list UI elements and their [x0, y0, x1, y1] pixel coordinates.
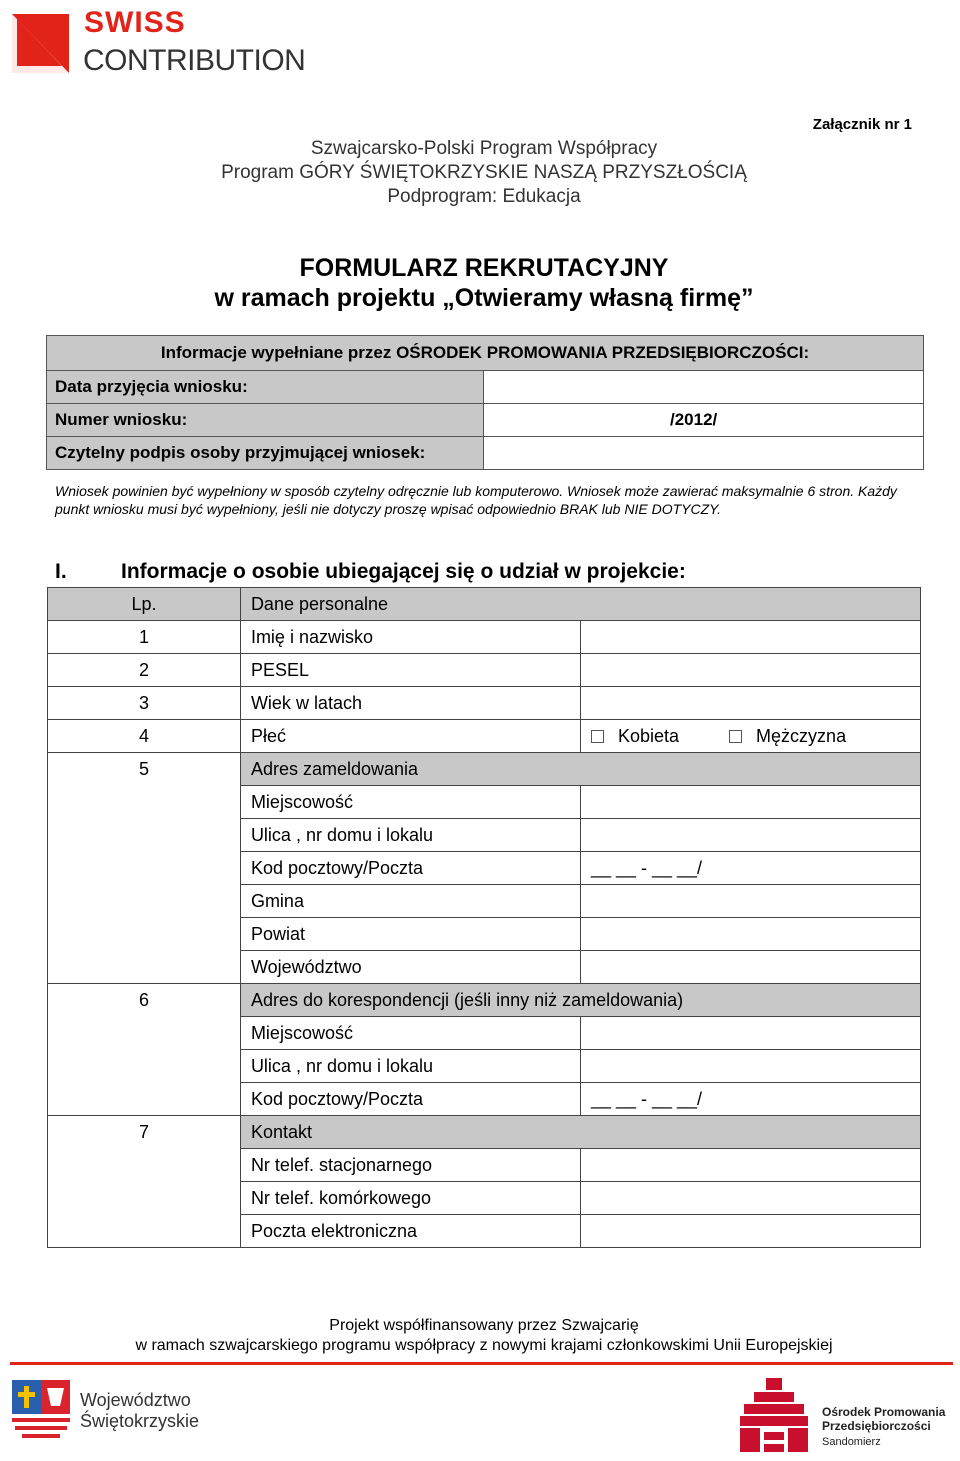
office-info-header: Informacje wypełniane przez OŚRODEK PROMOWANIA PRZEDSIĘBIORCZOŚCI:: [47, 336, 924, 371]
row-number: 7: [48, 1116, 241, 1149]
table-row: [48, 1017, 921, 1050]
personal-data-table: [47, 587, 921, 1248]
logo-swiss-text: SWISS: [84, 6, 186, 39]
table-row: [48, 984, 921, 1017]
registered-county-field[interactable]: [580, 918, 920, 951]
age-field[interactable]: [580, 687, 920, 720]
footer-line-2: w ramach szwajcarskiego programu współpracy z nowymi krajami członkowskimi Unii Europejskiej: [135, 1337, 833, 1354]
table-row: [48, 1149, 921, 1182]
table-row: [48, 621, 921, 654]
swietokrzyskie-coat-of-arms-icon: [12, 1380, 70, 1450]
logo-diagonal-icon: [12, 14, 69, 73]
female-checkbox[interactable]: [591, 730, 604, 743]
table-row: [48, 1215, 921, 1248]
mobile-label: Nr telef. komórkowego: [240, 1182, 580, 1215]
table-row: [48, 654, 921, 687]
annex-label: Załącznik nr 1: [812, 116, 912, 133]
pesel-field[interactable]: [580, 654, 920, 687]
registered-street-field[interactable]: [580, 819, 920, 852]
landline-field[interactable]: [580, 1149, 920, 1182]
registered-postcode-label: Kod pocztowy/Poczta: [240, 852, 580, 885]
gender-label: Płeć: [240, 720, 580, 753]
logo-contribution-text: CONTRIBUTION: [83, 44, 306, 77]
row-number: 5: [48, 753, 241, 786]
table-row: [48, 753, 921, 786]
woj-line-1: Województwo: [80, 1390, 191, 1410]
email-field[interactable]: [580, 1215, 920, 1248]
registered-commune-field[interactable]: [580, 885, 920, 918]
form-subtitle: w ramach projektu „Otwieramy własną firmę”: [214, 284, 754, 312]
table-row: [48, 687, 921, 720]
correspondence-city-field[interactable]: [580, 1017, 920, 1050]
registered-voivodeship-field[interactable]: [580, 951, 920, 984]
table-row: [48, 1050, 921, 1083]
table-row: [48, 786, 921, 819]
registered-street-label: Ulica , nr domu i lokalu: [240, 819, 580, 852]
pesel-label: PESEL: [240, 654, 580, 687]
footer-line-1: Projekt współfinansowany przez Szwajcarię: [329, 1317, 639, 1334]
table-row: [48, 1083, 921, 1116]
registered-county-label: Powiat: [240, 918, 580, 951]
table-row: [48, 1116, 921, 1149]
signature-label: Czytelny podpis osoby przyjmującej wniosek:: [47, 437, 484, 470]
table-row: [48, 720, 921, 753]
application-number-field[interactable]: /2012/: [484, 404, 924, 437]
received-date-label: Data przyjęcia wniosku:: [47, 371, 484, 404]
opp-line-2: Przedsiębiorczości: [822, 1419, 931, 1433]
received-date-field[interactable]: [484, 371, 924, 404]
application-number-label: Numer wniosku:: [47, 404, 484, 437]
program-line-2: Program GÓRY ŚWIĘTOKRZYSKIE NASZĄ PRZYSZŁOŚCIĄ: [221, 162, 747, 183]
swietokrzyskie-logo-text: [80, 1390, 199, 1432]
woj-line-2: Świętokrzyskie: [80, 1411, 200, 1431]
table-row: [48, 852, 921, 885]
personal-data-header: Dane personalne: [240, 588, 920, 621]
footer-divider: [10, 1362, 953, 1365]
form-title: FORMULARZ REKRUTACYJNY: [299, 254, 669, 282]
table-row: [48, 819, 921, 852]
instructions-note: Wniosek powinien być wypełniony w sposób czytelny odręcznie lub komputerowo. Wniosek może zawierać maksymalnie 6 stron. Każdy punkt wniosku musi być wypełniony, jeśli nie dotyczy proszę wpisać odpowiednio BRAK lub NIE DOTYCZY.: [55, 483, 897, 517]
registered-address-header: Adres zameldowania: [240, 753, 920, 786]
correspondence-address-header: Adres do korespondencji (jeśli inny niż zameldowania): [240, 984, 920, 1017]
registered-city-field[interactable]: [580, 786, 920, 819]
office-info-table: [46, 335, 924, 470]
opp-line-1: Ośrodek Promowania: [822, 1405, 946, 1419]
row-number: 2: [48, 654, 241, 687]
section-number: I.: [55, 560, 67, 583]
male-option-label: Mężczyzna: [756, 725, 847, 746]
table-header-row: [48, 588, 921, 621]
age-label: Wiek w latach: [240, 687, 580, 720]
gender-field: [580, 720, 920, 753]
registered-voivodeship-label: Województwo: [240, 951, 580, 984]
lp-header: Lp.: [48, 588, 241, 621]
section-title: Informacje o osobie ubiegającej się o udział w projekcie:: [121, 560, 686, 583]
full-name-field[interactable]: [580, 621, 920, 654]
program-line-1: Szwajcarsko-Polski Program Współpracy: [310, 138, 658, 159]
registered-commune-label: Gmina: [240, 885, 580, 918]
registered-city-label: Miejscowość: [240, 786, 580, 819]
correspondence-postcode-field[interactable]: __ __ - __ __/: [580, 1083, 920, 1116]
row-number: 6: [48, 984, 241, 1017]
registered-postcode-field[interactable]: __ __ - __ __/: [580, 852, 920, 885]
signature-field[interactable]: [484, 437, 924, 470]
contact-header: Kontakt: [240, 1116, 920, 1149]
opp-logo-text: [822, 1405, 945, 1433]
male-checkbox[interactable]: [729, 730, 742, 743]
female-option-label: Kobieta: [617, 725, 680, 746]
opp-sandomierz-logo-icon: [740, 1378, 808, 1454]
table-row: [48, 951, 921, 984]
table-row: [48, 918, 921, 951]
correspondence-street-label: Ulica , nr domu i lokalu: [240, 1050, 580, 1083]
mobile-field[interactable]: [580, 1182, 920, 1215]
program-line-3: Podprogram: Edukacja: [387, 186, 581, 207]
correspondence-city-label: Miejscowość: [240, 1017, 580, 1050]
email-label: Poczta elektroniczna: [240, 1215, 580, 1248]
correspondence-postcode-label: Kod pocztowy/Poczta: [240, 1083, 580, 1116]
swiss-contribution-logo-mark: [12, 14, 69, 73]
opp-line-3: Sandomierz: [822, 1436, 881, 1448]
full-name-label: Imię i nazwisko: [240, 621, 580, 654]
landline-label: Nr telef. stacjonarnego: [240, 1149, 580, 1182]
row-number: 3: [48, 687, 241, 720]
correspondence-street-field[interactable]: [580, 1050, 920, 1083]
row-number: 1: [48, 621, 241, 654]
row-number: 4: [48, 720, 241, 753]
table-row: [48, 1182, 921, 1215]
table-row: [48, 885, 921, 918]
